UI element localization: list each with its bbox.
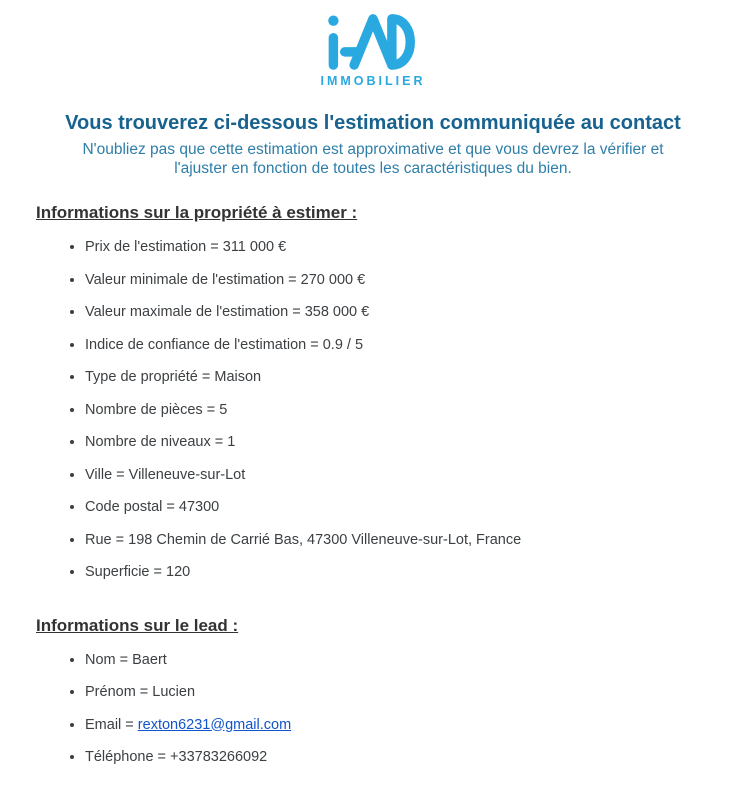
email-label: Email =: [85, 716, 138, 733]
list-item-price: • Prix de l'estimation = 311 000 €: [85, 237, 710, 257]
logo-block: [0, 0, 746, 88]
list-item-property-type: • Type de propriété = Maison: [85, 367, 710, 387]
list-item-firstname: • Prénom = Lucien: [85, 682, 710, 702]
list-item-max-value: • Valeur maximale de l'estimation = 358 000 €: [85, 302, 710, 322]
header: [0, 112, 746, 178]
list-item-email: [85, 715, 710, 735]
list-item-city: • Ville = Villeneuve-sur-Lot: [85, 465, 710, 485]
page-title: Vous trouverez ci-dessous l'estimation communiquée au contact: [65, 112, 681, 134]
page-subtitle: N'oubliez pas que cette estimation est approximative et que vous devrez la vérifier et l'ajuster en fonction de toutes les caractéristiques du bien.: [82, 141, 664, 177]
list-item-confidence: • Indice de confiance de l'estimation = 0.9 / 5: [85, 335, 710, 355]
property-info-list: [36, 237, 710, 582]
list-item-rooms: • Nombre de pièces = 5: [85, 400, 710, 420]
list-item-postal-code: • Code postal = 47300: [85, 497, 710, 517]
logo-d: [392, 19, 410, 65]
logo-i-dot: [328, 16, 338, 26]
list-item-lastname: • Nom = Baert: [85, 650, 710, 670]
list-item-surface: • Superficie = 120: [85, 562, 710, 582]
list-item-street: • Rue = 198 Chemin de Carrié Bas, 47300 Villeneuve-sur-Lot, France: [85, 530, 710, 550]
logo-wordmark: IMMOBILIER: [320, 74, 426, 88]
lead-section-title: Informations sur le lead :: [36, 615, 239, 635]
logo-a: [354, 19, 392, 65]
email-link[interactable]: rexton6231@gmail.com: [137, 716, 292, 733]
property-section-title: Informations sur la propriété à estimer :: [36, 203, 358, 222]
iad-logo-icon: [323, 10, 423, 72]
list-item-levels: • Nombre de niveaux = 1: [85, 432, 710, 452]
lead-info-list: [36, 650, 710, 768]
content: [0, 178, 746, 767]
list-item-min-value: • Valeur minimale de l'estimation = 270 000 €: [85, 270, 710, 290]
list-item-phone: • Téléphone = +33783266092: [85, 747, 710, 767]
